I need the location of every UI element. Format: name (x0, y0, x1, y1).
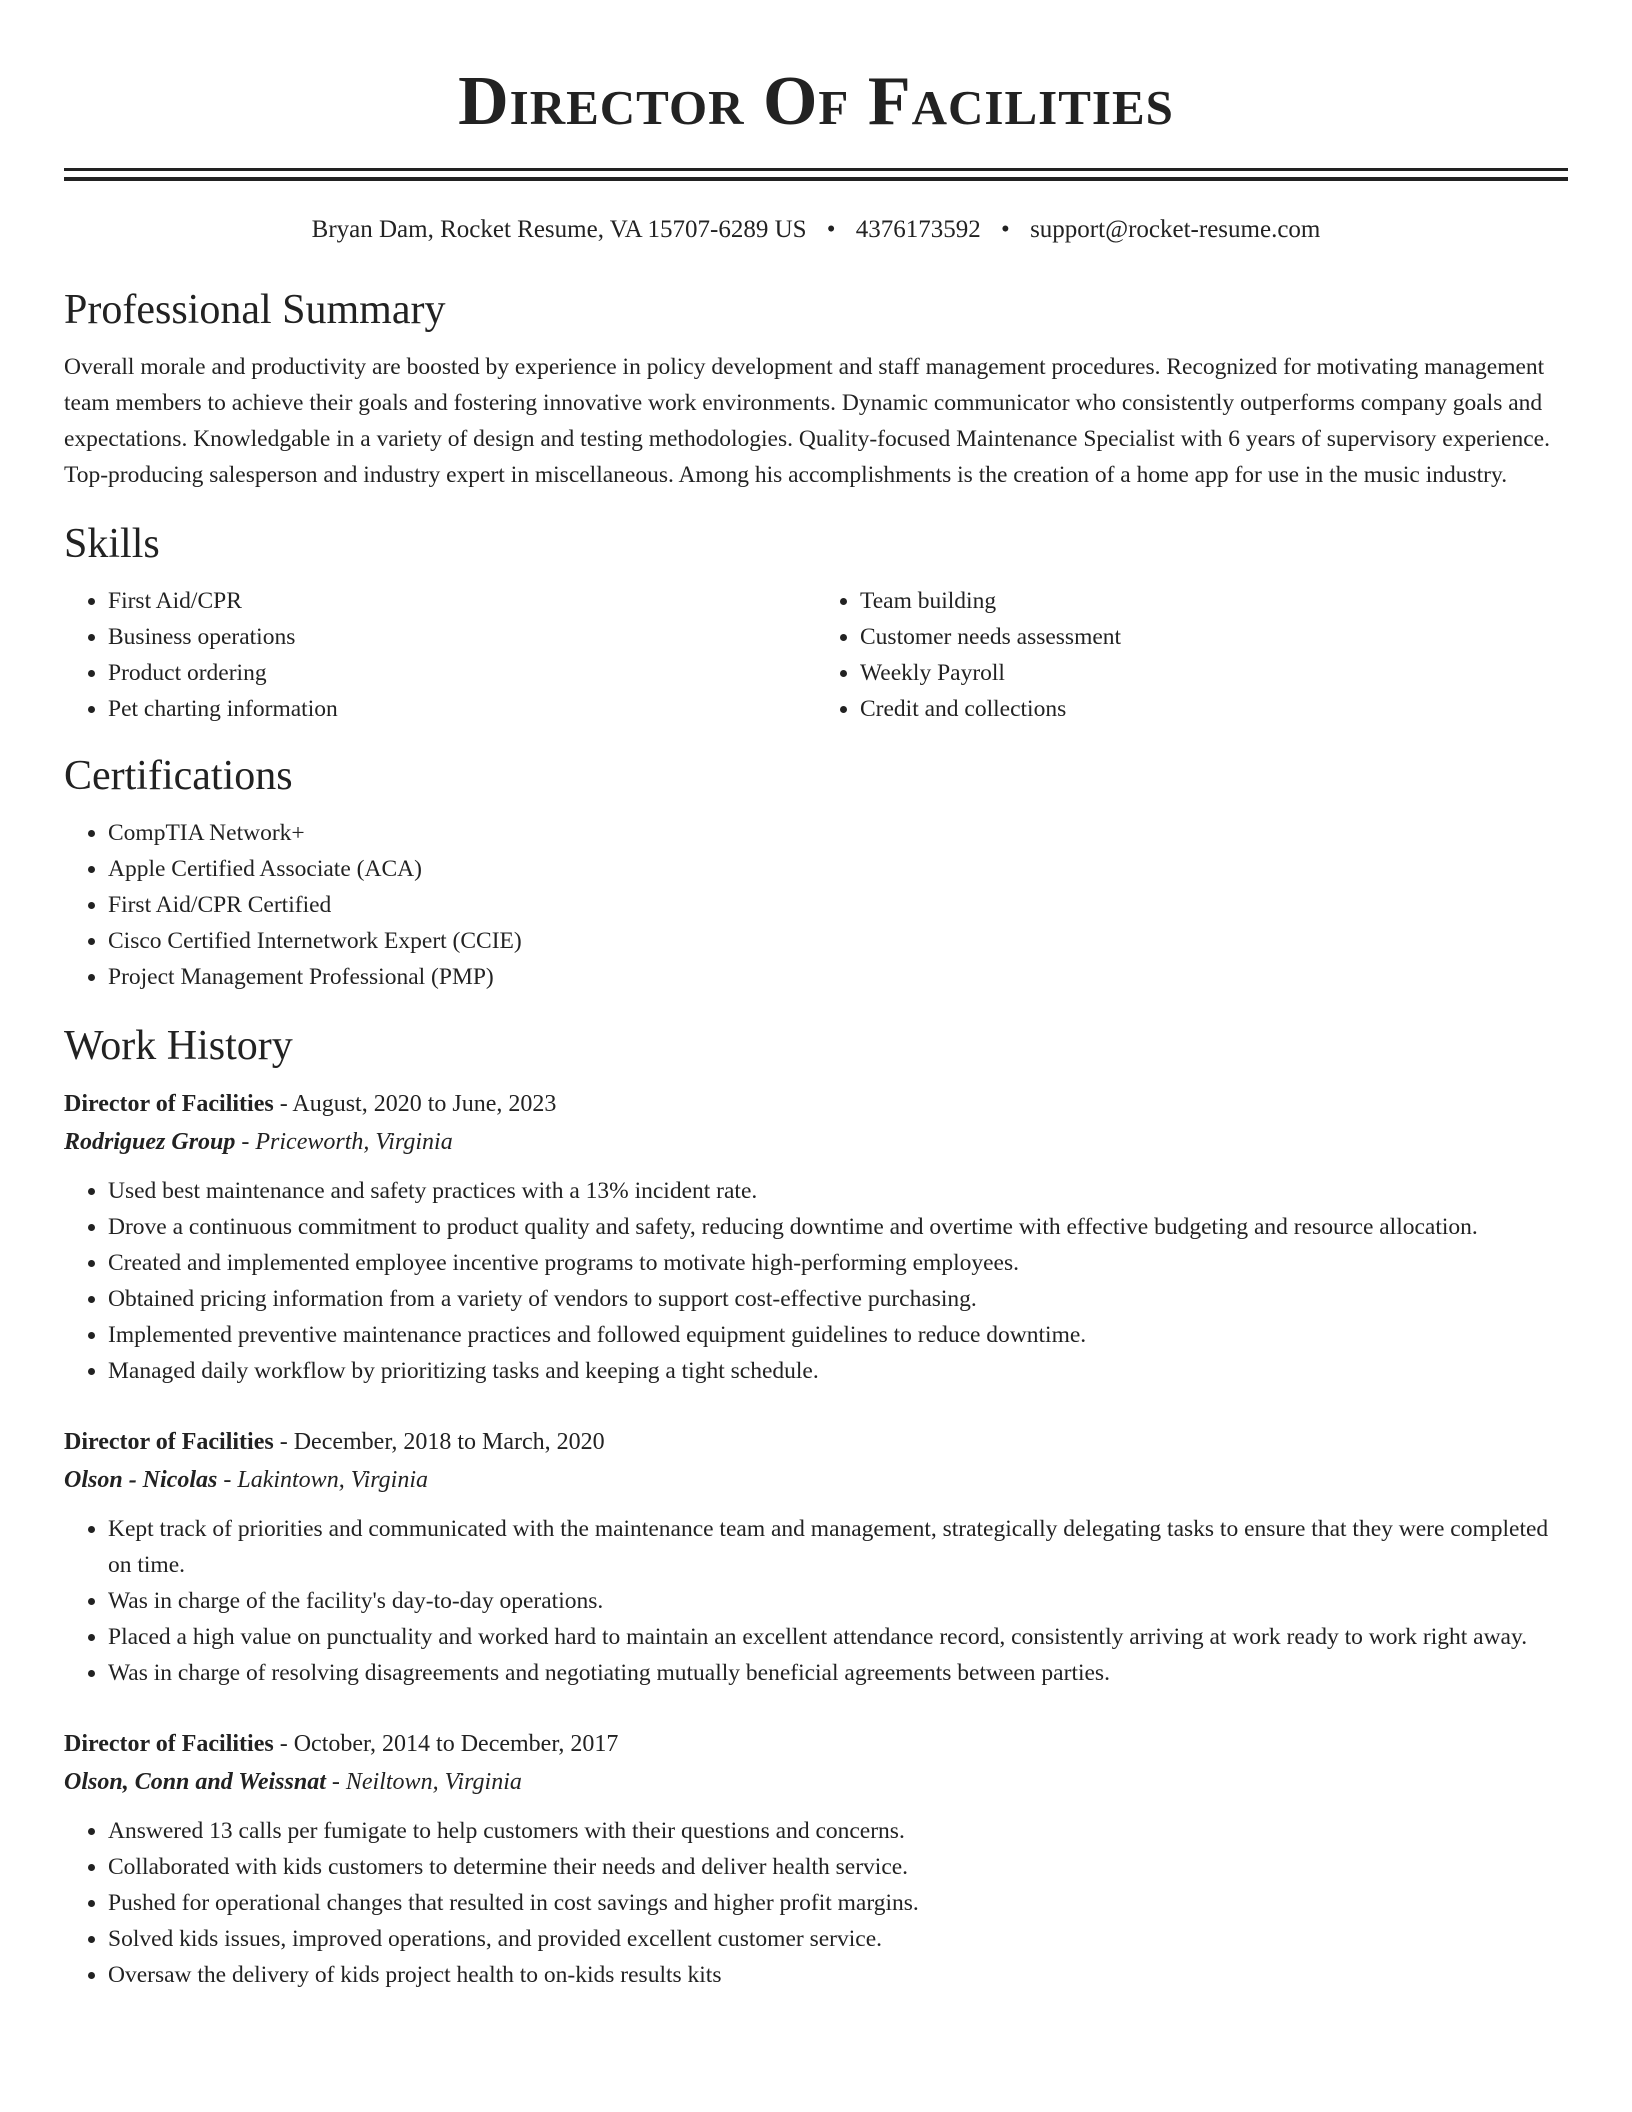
certification-item: • Apple Certified Associate (ACA) (108, 851, 1568, 887)
job-bullets (64, 1173, 1568, 1389)
job-title: Director of Facilities (64, 1731, 274, 1757)
skill-item: • Product ordering (108, 655, 816, 691)
certification-item: • CompTIA Network+ (108, 815, 1568, 851)
job-location: Lakintown, Virginia (237, 1467, 429, 1493)
job-bullet: • Solved kids issues, improved operations, and provided excellent customer service. (108, 1921, 1568, 1957)
job-bullet: • Drove a continuous commitment to product quality and safety, reducing downtime and overtime with effective budgeting and resource allocation. (108, 1209, 1568, 1245)
job-bullet: • Collaborated with kids customers to determine their needs and deliver health service. (108, 1849, 1568, 1885)
job-title: Director of Facilities (64, 1429, 274, 1455)
skill-item: • First Aid/CPR (108, 583, 816, 619)
job-bullet: • Managed daily workflow by prioritizing tasks and keeping a tight schedule. (108, 1353, 1568, 1389)
skill-item: • Customer needs assessment (860, 619, 1568, 655)
work-history-heading: Work History (64, 1023, 293, 1069)
job-dash: - (325, 1769, 346, 1795)
title-divider-top (64, 168, 1568, 171)
certification-item: • First Aid/CPR Certified (108, 887, 1568, 923)
contact-phone: 4376173592 (855, 216, 981, 243)
job-title: Director of Facilities (64, 1091, 274, 1117)
summary-text: Overall morale and productivity are boosted by experience in policy development and staff management procedures. Recognized for motivating management team members to achieve their goals and fostering innovative work environments. Dynamic communicator who consistently outperforms company goals and expectations. Knowledgable in a variety of design and testing methodologies. Quality-focused Maintenance Specialist with 6 years of supervisory experience. Top-producing salesperson and industry expert in miscellaneous. Among his accomplishments is the creation of a home app for use in the music industry. (64, 354, 1550, 488)
skill-item: • Credit and collections (860, 691, 1568, 727)
skills-heading: Skills (64, 521, 160, 567)
skill-item: • Team building (860, 583, 1568, 619)
job-dash: - (273, 1091, 293, 1117)
job-dash: - (273, 1429, 294, 1455)
job-bullet: • Was in charge of the facility's day-to-day operations. (108, 1583, 1568, 1619)
resume-title: Director Of Facilities (458, 63, 1174, 140)
contact-separator: • (1001, 216, 1010, 243)
contact-email: support@rocket-resume.com (1030, 216, 1321, 243)
job-bullet: • Placed a high value on punctuality and worked hard to maintain an excellent attendance record, consistently arriving at work ready to work right away. (108, 1619, 1568, 1655)
skills-list-right (816, 583, 1568, 727)
job-location: Priceworth, Virginia (255, 1129, 453, 1155)
job-dates: August, 2020 to June, 2023 (292, 1091, 557, 1117)
job-entry (64, 1725, 1568, 1993)
job-bullets (64, 1813, 1568, 1993)
job-bullet: • Implemented preventive maintenance practices and followed equipment guidelines to reduce downtime. (108, 1317, 1568, 1353)
job-dash: - (235, 1129, 256, 1155)
job-company: Rodriguez Group (64, 1129, 236, 1155)
job-bullet: • Was in charge of resolving disagreements and negotiating mutually beneficial agreements between parties. (108, 1655, 1568, 1691)
skill-item: • Pet charting information (108, 691, 816, 727)
job-bullet: • Oversaw the delivery of kids project health to on-kids results kits (108, 1957, 1568, 1993)
contact-separator: • (826, 216, 836, 243)
job-bullet: • Pushed for operational changes that resulted in cost savings and higher profit margins. (108, 1885, 1568, 1921)
job-dates: October, 2014 to December, 2017 (293, 1731, 619, 1757)
job-dash: - (273, 1731, 294, 1757)
job-location: Neiltown, Virginia (345, 1769, 522, 1795)
job-bullet: • Obtained pricing information from a variety of vendors to support cost-effective purchasing. (108, 1281, 1568, 1317)
job-bullet: • Kept track of priorities and communicated with the maintenance team and management, strategically delegating tasks to ensure that they were completed on time. (108, 1511, 1568, 1583)
certification-item: • Cisco Certified Internetwork Expert (CCIE) (108, 923, 1568, 959)
skills-grid (64, 583, 1568, 727)
summary-heading: Professional Summary (64, 287, 446, 333)
certifications-heading: Certifications (64, 753, 293, 799)
job-company-line (64, 1123, 1568, 1161)
job-bullets (64, 1511, 1568, 1691)
job-title-line (64, 1423, 1568, 1461)
skills-list-left (64, 583, 816, 727)
job-dates: December, 2018 to March, 2020 (293, 1429, 605, 1455)
skill-item: • Business operations (108, 619, 816, 655)
job-company-line (64, 1461, 1568, 1499)
contact-address: Bryan Dam, Rocket Resume, VA 15707-6289 US (311, 216, 807, 243)
job-bullet: • Created and implemented employee incentive programs to motivate high-performing employees. (108, 1245, 1568, 1281)
contact-line (64, 215, 1568, 245)
certifications-list (64, 815, 1568, 995)
job-company: Olson - Nicolas (64, 1467, 218, 1493)
job-title-line (64, 1725, 1568, 1763)
job-company: Olson, Conn and Weissnat (64, 1769, 326, 1795)
title-divider-bottom (64, 177, 1568, 181)
certification-item: • Project Management Professional (PMP) (108, 959, 1568, 995)
skill-item: • Weekly Payroll (860, 655, 1568, 691)
job-bullet: • Used best maintenance and safety practices with a 13% incident rate. (108, 1173, 1568, 1209)
job-title-line (64, 1085, 1568, 1123)
job-dash: - (217, 1467, 238, 1493)
job-company-line (64, 1763, 1568, 1801)
job-bullet: • Answered 13 calls per fumigate to help customers with their questions and concerns. (108, 1813, 1568, 1849)
job-entry (64, 1423, 1568, 1691)
job-entry (64, 1085, 1568, 1389)
